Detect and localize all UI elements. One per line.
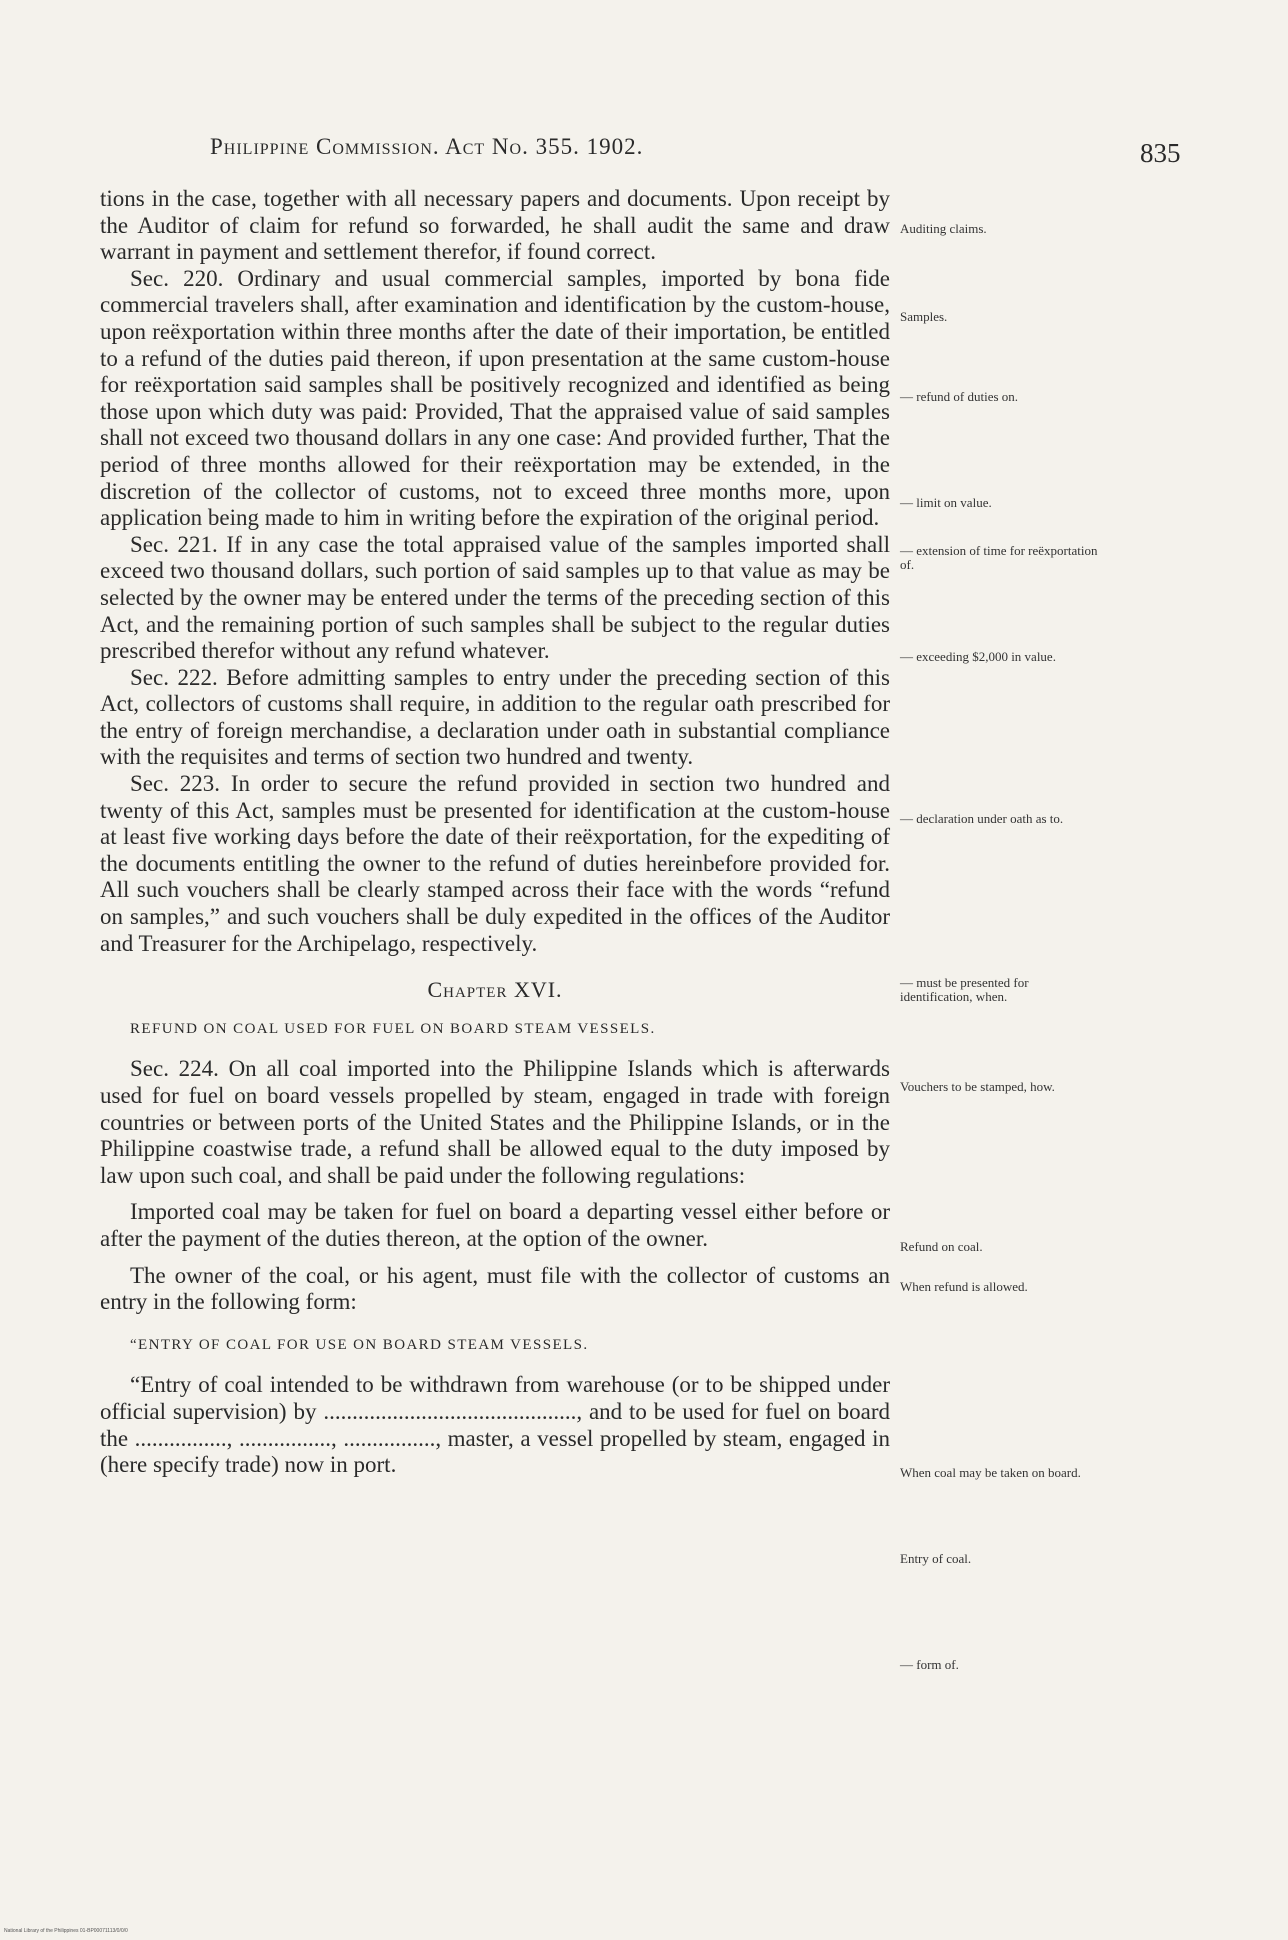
margin-note: When refund is allowed. <box>900 1279 1028 1294</box>
form-heading: “ENTRY OF COAL FOR USE ON BOARD STEAM VESSELS. <box>130 1336 589 1353</box>
margin-note: Auditing claims. <box>900 221 987 236</box>
form-text: “Entry of coal intended to be withdrawn from warehouse (or to be shipped under official supervision) by ............................................, and to be used for fuel on board the ................, ................, ................, master, a vessel propelled by steam, engaged in (here specify trade) now in port. <box>100 1372 890 1478</box>
paragraph: The owner of the coal, or his agent, must file with the collector of customs an entry in the following form: <box>100 1262 890 1315</box>
chapter-title: Chapter XVI. <box>427 977 563 1003</box>
paragraph: Imported coal may be taken for fuel on board a departing vessel either before or after the payment of the duties thereon, at the option of the owner. <box>100 1199 890 1251</box>
body-text <box>100 186 890 1479</box>
margin-note: — refund of duties on. <box>900 389 1019 404</box>
margin-note: Refund on coal. <box>900 1239 983 1254</box>
paragraph-sec-223: Sec. 223. In order to secure the refund provided in section two hundred and twenty of this Act, samples must be presented for identification at the custom-house at least five working days before the date of their reëxportation, for the expediting of the documents entitling the owner to the refund of duties hereinbefore provided for. All such vouchers shall be clearly stamped across their face with the words “refund on samples,” and such vouchers shall be duly expedited in the offices of the Auditor and Treasurer for the Archipelago, respectively. <box>100 771 890 956</box>
margin-note: When coal may be taken on board. <box>900 1465 1081 1480</box>
chapter-subtitle: REFUND ON COAL USED FOR FUEL ON BOARD STEAM VESSELS. <box>130 1020 656 1037</box>
margin-note: — declaration under oath as to. <box>900 811 1064 826</box>
margin-note: Samples. <box>900 309 948 324</box>
margin-note: Vouchers to be stamped, how. <box>900 1079 1055 1094</box>
margin-note: Entry of coal. <box>900 1551 972 1566</box>
page-number: 835 <box>1140 138 1181 168</box>
paragraph: tions in the case, together with all necessary papers and documents. Upon receipt by the Auditor of claim for refund so forwarded, he shall audit the same and draw warrant in payment and settlement therefor, if found correct. <box>100 186 890 265</box>
margin-note: — form of. <box>900 1657 959 1672</box>
running-title: Philippine Commission. Act No. 355. 1902. <box>210 134 644 159</box>
scan-footer: National Library of the Philippines 01-BP00071113/0/0/0 <box>4 1928 128 1934</box>
paragraph-sec-224: Sec. 224. On all coal imported into the Philippine Islands which is afterwards used for fuel on board vessels propelled by steam, engaged in trade with foreign countries or between ports of the United States and the Philippine Islands, or in the Philippine coastwise trade, a refund shall be allowed equal to the duty imposed by law upon such coal, and shall be paid under the following regulations: <box>100 1056 890 1188</box>
margin-note: — exceeding $2,000 in value. <box>900 649 1056 664</box>
paragraph-sec-221: Sec. 221. If in any case the total appraised value of the samples imported shall exceed two thousand dollars, such portion of said samples up to that value as may be selected by the owner may be entered under the terms of the preceding section of this Act, and the remaining portion of such samples shall be subject to the regular duties prescribed therefor without any refund whatever. <box>100 531 890 664</box>
margin-note: — limit on value. <box>900 495 992 510</box>
paragraph-sec-220: Sec. 220. Ordinary and usual commercial samples, imported by bona fide commercial travelers shall, after examination and identification by the custom-house, upon reëxportation within three months after the date of their importation, be entitled to a refund of the duties paid thereon, if upon presentation at the same custom-house for reëxportation said samples shall be positively recognized and identified as being those upon which duty was paid: Provided, That the appraised value of said samples shall not exceed two thousand dollars in any one case: And provided further, That the period of three months allowed for their reëxportation may be extended, in the discretion of the collector of customs, not to exceed three months more, upon application being made to him in writing before the expiration of the original period. <box>100 265 890 531</box>
margin-note: — extension of time for reëxportation of. <box>900 543 1098 572</box>
paragraph-sec-222: Sec. 222. Before admitting samples to entry under the preceding section of this Act, collectors of customs shall require, in addition to the regular oath prescribed for the entry of foreign merchandise, a declaration under oath in substantial compliance with the requisites and terms of section two hundred and twenty. <box>100 664 890 770</box>
margin-note: — must be presented for identification, when. <box>900 975 1029 1004</box>
